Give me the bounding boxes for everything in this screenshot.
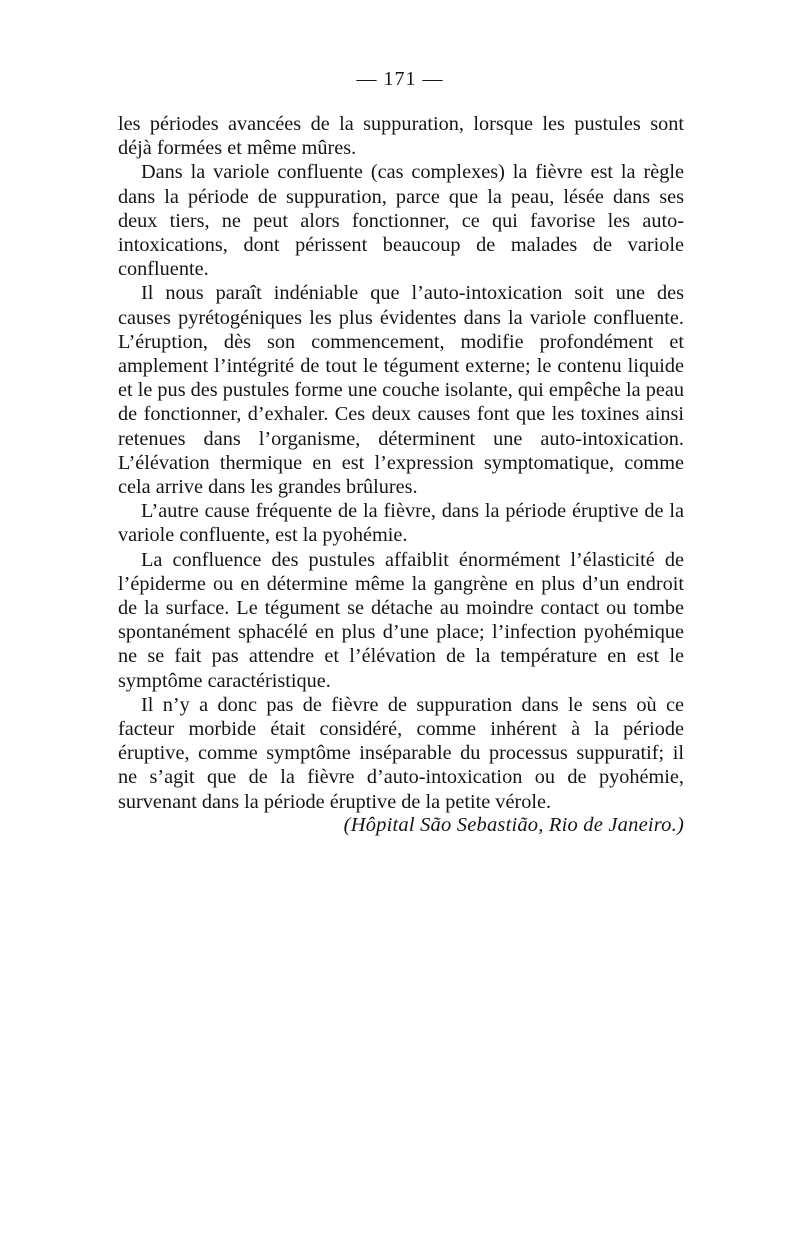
paragraph-confluence-pustules: La confluence des pustules affaiblit énormément l’élasticité de l’épiderme ou en détermine même la gangrène en plus d’un endroit de la surface. Le tégument se détache au moindre contact ou tombe spontanément sphacélé en plus d’une place; l’infection pyohémique ne se fait pas attendre et l’élévation de la température en est le symptôme caractéristique. xyxy=(118,548,684,692)
paragraph-auto-intoxication: Il nous paraît indéniable que l’auto-intoxication soit une des causes pyrétogéniques les plus évidentes dans la variole confluente. L’éruption, dès son commencement, modifie profondément et amplement l’intégrité de tout le tégument externe; le contenu liquide et le pus des pustules forme une couche isolante, qui empêche la peau de fonctionner, d’exhaler. Ces deux causes font que les toxines ainsi retenues dans l’organisme, déterminent une auto-intoxication. L’élévation thermique en est l’expression symptomatique, comme cela arrive dans les grandes brûlures. xyxy=(118,282,684,499)
body-text xyxy=(118,112,684,814)
page-number: — 171 — xyxy=(356,68,444,90)
paragraph-pyohemie: L’autre cause fréquente de la fièvre, dans la période éruptive de la variole confluente, est la pyohémie. xyxy=(118,500,684,547)
paragraph-continuation: les périodes avancées de la suppuration, lorsque les pustules sont déjà formées et même mûres. xyxy=(118,113,684,160)
paragraph-variole-confluente: Dans la variole confluente (cas complexes) la fièvre est la règle dans la période de suppuration, parce que la peau, lésée dans ses deux tiers, ne peut alors fonctionner, ce qui favorise les auto-intoxications, dont périssent beaucoup de malades de variole confluente. xyxy=(118,161,684,281)
paragraph-conclusion: Il n’y a donc pas de fièvre de suppuration dans le sens où ce facteur morbide était considéré, comme inhérent à la période éruptive, comme symptôme inséparable du processus suppuratif; il ne s’agit que de la fièvre d’auto-intoxication ou de pyohémie, survenant dans la période éruptive de la petite vérole. xyxy=(118,693,684,813)
hospital-signature: (Hôpital São Sebastião, Rio de Janeiro.) xyxy=(343,814,684,836)
